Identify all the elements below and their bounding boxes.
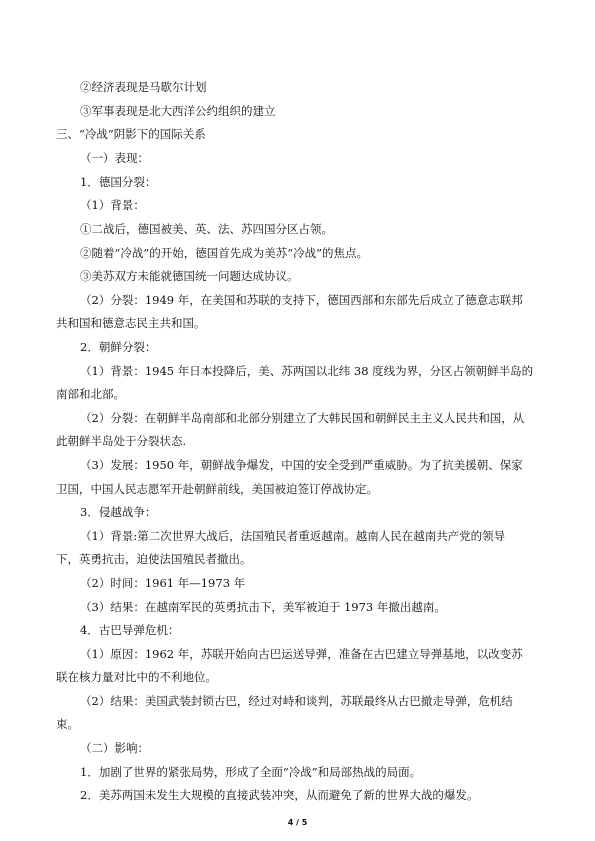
subsection-heading: （一）表现： [80, 151, 149, 165]
text-line: 1．德国分裂： [80, 175, 157, 189]
text-line: 联在核力量对比中的不利地位。 [56, 670, 217, 684]
text-line: （1）背景： [80, 198, 145, 212]
text-line: 共和国和德意志民主共和国。 [56, 316, 206, 330]
text-line: 3．侵越战争： [80, 505, 157, 519]
text-line: （3）发展：1950 年，朝鲜战争爆发，中国的安全受到严重威胁。为了抗美援朝、保家 [80, 458, 523, 472]
text-line: （1）背景:第二次世界大战后，法国殖民者重返越南。越南人民在越南共产党的领导 [80, 529, 506, 543]
subsection-heading: （二）影响： [80, 741, 149, 755]
page-number: 4 / 5 [287, 818, 308, 827]
text-line: 南部和北部。 [56, 387, 125, 401]
text-line: （2）分裂：在朝鲜半岛南部和北部分别建立了大韩民国和朝鲜民主主义人民共和国，从 [80, 411, 525, 425]
text-line: 2．美苏两国未发生大规模的直接武装冲突，从而避免了新的世界大战的爆发。 [80, 788, 479, 802]
text-line: 4．古巴导弹危机： [80, 623, 180, 637]
text-line: （2）结果：美国武装封锁古巴，经过对峙和谈判，苏联最终从古巴撤走导弹，危机结 [80, 694, 513, 708]
text-line: （1）背景：1945 年日本投降后，美、苏两国以北纬 38 度线为界，分区占领朝鲜半岛的 [80, 364, 534, 378]
text-line: ②随着“冷战”的开始，德国首先成为美苏“冷战”的焦点。 [80, 246, 369, 260]
text-line: ③军事表现是北大西洋公约组织的建立 [80, 104, 276, 118]
text-line: （1）原因：1962 年，苏联开始向古巴运送导弹，准备在古巴建立导弹基地，以改变苏 [80, 647, 523, 661]
text-line: （2）分裂：1949 年，在美国和苏联的支持下，德国西部和东部先后成立了德意志联邦 [80, 293, 523, 307]
text-line: 卫国，中国人民志愿军开赴朝鲜前线，美国被迫签订停战协定。 [56, 482, 378, 496]
text-line: （2）时间：1961 年—1973 年 [80, 576, 246, 590]
section-heading: 三、“冷战”阴影下的国际关系 [56, 127, 206, 141]
text-line: ①二战后，德国被美、英、法、苏四国分区占领。 [80, 222, 333, 236]
text-line: 1．加剧了世界的紧张局势，形成了全面“冷战”和局部热战的局面。 [80, 765, 422, 779]
text-line: 下，英勇抗击，迫使法国殖民者撤出。 [56, 552, 252, 566]
text-line: ②经济表现是马歇尔计划 [80, 80, 207, 94]
text-line: 束。 [56, 717, 79, 731]
text-line: ③美苏双方未能就德国统一问题达成协议。 [80, 269, 299, 283]
text-line: 此朝鲜半岛处于分裂状态. [56, 434, 187, 448]
text-line: （3）结果：在越南军民的英勇抗击下，美军被迫于 1973 年撤出越南。 [80, 600, 446, 614]
text-line: 2．朝鲜分裂： [80, 340, 157, 354]
